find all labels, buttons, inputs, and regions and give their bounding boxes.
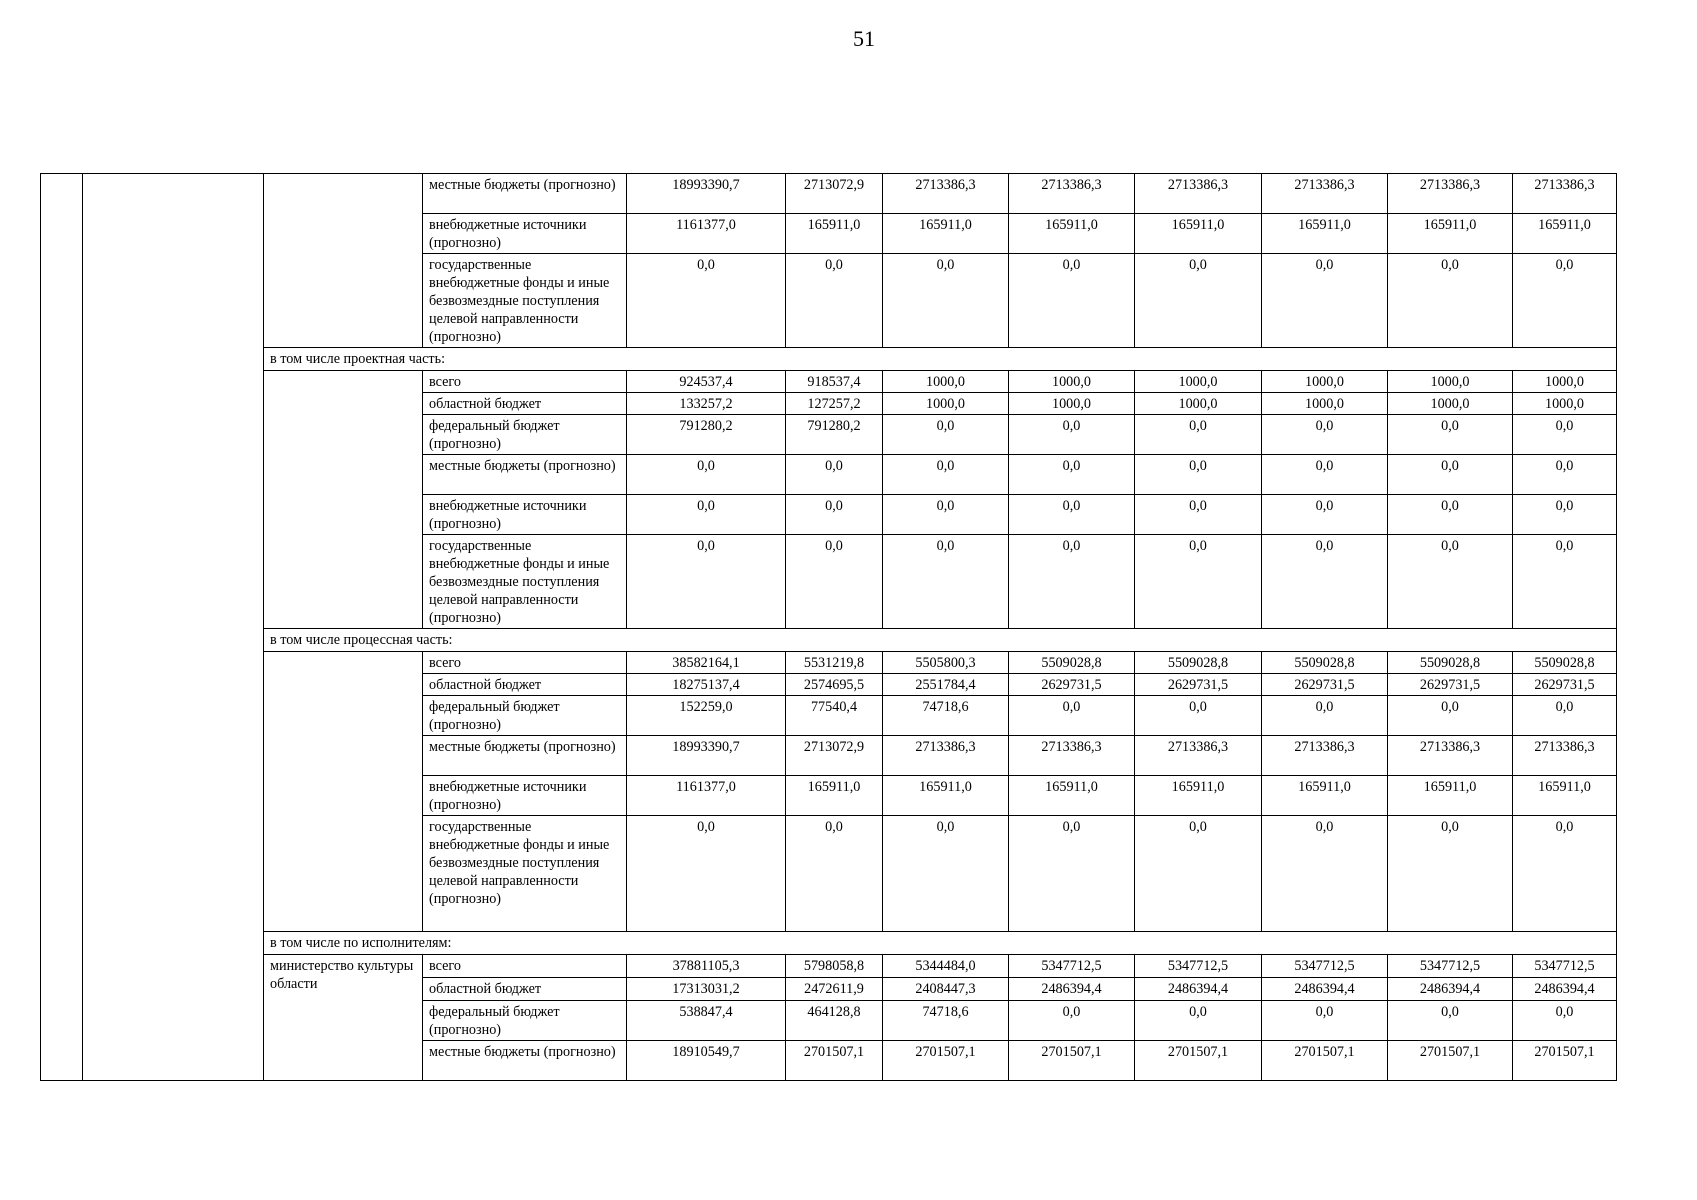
page-number: 51 (853, 26, 875, 51)
value-cell: 2713386,3 (1262, 174, 1388, 214)
program-name-cell (83, 174, 264, 1081)
value-cell: 0,0 (1009, 415, 1135, 455)
value-cell: 18993390,7 (627, 174, 786, 214)
value-cell: 0,0 (1388, 816, 1513, 932)
value-cell: 0,0 (786, 535, 883, 629)
value-cell: 1000,0 (1009, 371, 1135, 393)
value-cell: 2713386,3 (1513, 174, 1617, 214)
section-heading: в том числе проектная часть: (264, 348, 1617, 371)
value-cell: 1161377,0 (627, 214, 786, 254)
value-cell: 1000,0 (1513, 371, 1617, 393)
value-cell: 0,0 (1262, 535, 1388, 629)
value-cell: 0,0 (1262, 415, 1388, 455)
value-cell: 1000,0 (1135, 371, 1262, 393)
value-cell: 0,0 (1135, 415, 1262, 455)
value-cell: 0,0 (1009, 696, 1135, 736)
value-cell: 5509028,8 (1262, 652, 1388, 674)
value-cell: 1161377,0 (627, 776, 786, 816)
value-cell: 0,0 (1388, 696, 1513, 736)
value-cell: 918537,4 (786, 371, 883, 393)
value-cell: 165911,0 (1388, 214, 1513, 254)
value-cell: 2713072,9 (786, 174, 883, 214)
source-label: местные бюджеты (прогнозно) (423, 1041, 627, 1081)
value-cell: 1000,0 (883, 393, 1009, 415)
blank-cell (264, 371, 423, 629)
value-cell: 127257,2 (786, 393, 883, 415)
value-cell: 0,0 (1135, 495, 1262, 535)
value-cell: 152259,0 (627, 696, 786, 736)
value-cell: 791280,2 (627, 415, 786, 455)
value-cell: 5509028,8 (1513, 652, 1617, 674)
table-row (41, 174, 1617, 214)
value-cell: 5347712,5 (1135, 955, 1262, 978)
section-heading: в том числе процессная часть: (264, 629, 1617, 652)
row-number-cell (41, 174, 83, 1081)
value-cell: 0,0 (627, 535, 786, 629)
value-cell: 2713386,3 (1262, 736, 1388, 776)
value-cell: 2486394,4 (1262, 978, 1388, 1001)
table-body (41, 174, 1617, 1081)
value-cell: 2629731,5 (1009, 674, 1135, 696)
source-label: государственные внебюджетные фонды и иные безвозмездные поступления целевой направленности (прогнозно) (423, 535, 627, 629)
value-cell: 165911,0 (1513, 214, 1617, 254)
source-label: областной бюджет (423, 978, 627, 1001)
value-cell: 2713072,9 (786, 736, 883, 776)
value-cell: 18275137,4 (627, 674, 786, 696)
value-cell: 38582164,1 (627, 652, 786, 674)
value-cell: 0,0 (1388, 495, 1513, 535)
value-cell: 5798058,8 (786, 955, 883, 978)
value-cell: 0,0 (786, 816, 883, 932)
value-cell: 0,0 (1135, 1001, 1262, 1041)
value-cell: 0,0 (1513, 816, 1617, 932)
value-cell: 5347712,5 (1513, 955, 1617, 978)
value-cell: 1000,0 (883, 371, 1009, 393)
source-label: всего (423, 371, 627, 393)
value-cell: 2713386,3 (1135, 736, 1262, 776)
source-label: местные бюджеты (прогнозно) (423, 455, 627, 495)
value-cell: 0,0 (1262, 816, 1388, 932)
value-cell: 791280,2 (786, 415, 883, 455)
executor-name-cell: министерство культуры области (264, 955, 423, 1081)
value-cell: 464128,8 (786, 1001, 883, 1041)
value-cell: 0,0 (1135, 696, 1262, 736)
value-cell: 0,0 (1262, 495, 1388, 535)
value-cell: 0,0 (1513, 455, 1617, 495)
value-cell: 0,0 (1262, 696, 1388, 736)
value-cell: 0,0 (1262, 254, 1388, 348)
value-cell: 2486394,4 (1135, 978, 1262, 1001)
value-cell: 165911,0 (1388, 776, 1513, 816)
value-cell: 0,0 (1009, 495, 1135, 535)
value-cell: 0,0 (1513, 1001, 1617, 1041)
value-cell: 0,0 (786, 254, 883, 348)
value-cell: 2713386,3 (1513, 736, 1617, 776)
value-cell: 5347712,5 (1262, 955, 1388, 978)
budget-table (40, 173, 1617, 1081)
value-cell: 1000,0 (1009, 393, 1135, 415)
value-cell: 0,0 (1388, 254, 1513, 348)
value-cell: 0,0 (883, 254, 1009, 348)
source-label: областной бюджет (423, 674, 627, 696)
value-cell: 0,0 (1513, 495, 1617, 535)
value-cell: 2574695,5 (786, 674, 883, 696)
value-cell: 133257,2 (627, 393, 786, 415)
value-cell: 0,0 (627, 455, 786, 495)
blank-cell (264, 174, 423, 348)
value-cell: 2629731,5 (1513, 674, 1617, 696)
value-cell: 74718,6 (883, 1001, 1009, 1041)
value-cell: 0,0 (627, 495, 786, 535)
value-cell: 2486394,4 (1009, 978, 1135, 1001)
value-cell: 165911,0 (1009, 214, 1135, 254)
source-label: всего (423, 652, 627, 674)
value-cell: 165911,0 (1009, 776, 1135, 816)
value-cell: 2713386,3 (1009, 736, 1135, 776)
value-cell: 2701507,1 (1135, 1041, 1262, 1081)
value-cell: 538847,4 (627, 1001, 786, 1041)
value-cell: 165911,0 (1262, 214, 1388, 254)
value-cell: 0,0 (1009, 254, 1135, 348)
value-cell: 0,0 (883, 495, 1009, 535)
value-cell: 0,0 (627, 254, 786, 348)
value-cell: 0,0 (627, 816, 786, 932)
value-cell: 2701507,1 (1009, 1041, 1135, 1081)
value-cell: 165911,0 (883, 214, 1009, 254)
value-cell: 2629731,5 (1262, 674, 1388, 696)
value-cell: 0,0 (883, 455, 1009, 495)
value-cell: 18993390,7 (627, 736, 786, 776)
value-cell: 0,0 (883, 816, 1009, 932)
value-cell: 1000,0 (1135, 393, 1262, 415)
value-cell: 2701507,1 (1513, 1041, 1617, 1081)
source-label: внебюджетные источники (прогнозно) (423, 495, 627, 535)
source-label: государственные внебюджетные фонды и иные безвозмездные поступления целевой направленности (прогнозно) (423, 816, 627, 932)
value-cell: 0,0 (1135, 455, 1262, 495)
value-cell: 165911,0 (1135, 776, 1262, 816)
source-label: областной бюджет (423, 393, 627, 415)
value-cell: 0,0 (1388, 535, 1513, 629)
value-cell: 17313031,2 (627, 978, 786, 1001)
value-cell: 1000,0 (1262, 393, 1388, 415)
value-cell: 0,0 (1513, 696, 1617, 736)
section-heading: в том числе по исполнителям: (264, 932, 1617, 955)
value-cell: 0,0 (1513, 415, 1617, 455)
value-cell: 2713386,3 (883, 174, 1009, 214)
value-cell: 2629731,5 (1135, 674, 1262, 696)
value-cell: 5509028,8 (1135, 652, 1262, 674)
value-cell: 0,0 (1388, 1001, 1513, 1041)
value-cell: 165911,0 (883, 776, 1009, 816)
value-cell: 2486394,4 (1513, 978, 1617, 1001)
value-cell: 0,0 (883, 415, 1009, 455)
value-cell: 5347712,5 (1388, 955, 1513, 978)
value-cell: 1000,0 (1262, 371, 1388, 393)
source-label: всего (423, 955, 627, 978)
value-cell: 2713386,3 (1009, 174, 1135, 214)
value-cell: 165911,0 (786, 214, 883, 254)
value-cell: 2701507,1 (883, 1041, 1009, 1081)
value-cell: 0,0 (1388, 415, 1513, 455)
value-cell: 165911,0 (1135, 214, 1262, 254)
value-cell: 77540,4 (786, 696, 883, 736)
value-cell: 1000,0 (1388, 371, 1513, 393)
value-cell: 5509028,8 (1388, 652, 1513, 674)
value-cell: 165911,0 (1262, 776, 1388, 816)
value-cell: 0,0 (1513, 535, 1617, 629)
value-cell: 0,0 (1135, 535, 1262, 629)
value-cell: 924537,4 (627, 371, 786, 393)
blank-cell (264, 652, 423, 932)
value-cell: 5505800,3 (883, 652, 1009, 674)
value-cell: 0,0 (1388, 455, 1513, 495)
value-cell: 0,0 (1009, 1001, 1135, 1041)
value-cell: 165911,0 (786, 776, 883, 816)
value-cell: 2713386,3 (1388, 174, 1513, 214)
value-cell: 0,0 (1009, 816, 1135, 932)
value-cell: 2472611,9 (786, 978, 883, 1001)
value-cell: 0,0 (883, 535, 1009, 629)
value-cell: 0,0 (1009, 455, 1135, 495)
value-cell: 5509028,8 (1009, 652, 1135, 674)
value-cell: 2701507,1 (1388, 1041, 1513, 1081)
source-label: федеральный бюджет (прогнозно) (423, 1001, 627, 1041)
source-label: внебюджетные источники (прогнозно) (423, 776, 627, 816)
source-label: государственные внебюджетные фонды и иные безвозмездные поступления целевой направленности (прогнозно) (423, 254, 627, 348)
value-cell: 0,0 (1262, 455, 1388, 495)
value-cell: 2713386,3 (1388, 736, 1513, 776)
value-cell: 0,0 (1135, 816, 1262, 932)
value-cell: 165911,0 (1513, 776, 1617, 816)
value-cell: 2701507,1 (786, 1041, 883, 1081)
value-cell: 74718,6 (883, 696, 1009, 736)
table-row (41, 955, 1617, 978)
value-cell: 18910549,7 (627, 1041, 786, 1081)
value-cell: 0,0 (786, 455, 883, 495)
source-label: местные бюджеты (прогнозно) (423, 736, 627, 776)
value-cell: 37881105,3 (627, 955, 786, 978)
value-cell: 0,0 (1262, 1001, 1388, 1041)
source-label: федеральный бюджет (прогнозно) (423, 696, 627, 736)
table-row (41, 652, 1617, 674)
value-cell: 2408447,3 (883, 978, 1009, 1001)
value-cell: 5347712,5 (1009, 955, 1135, 978)
table-row (41, 371, 1617, 393)
value-cell: 1000,0 (1513, 393, 1617, 415)
value-cell: 2551784,4 (883, 674, 1009, 696)
value-cell: 2486394,4 (1388, 978, 1513, 1001)
value-cell: 0,0 (1135, 254, 1262, 348)
source-label: внебюджетные источники (прогнозно) (423, 214, 627, 254)
value-cell: 5531219,8 (786, 652, 883, 674)
value-cell: 0,0 (786, 495, 883, 535)
section-row (41, 629, 1617, 652)
value-cell: 2629731,5 (1388, 674, 1513, 696)
value-cell: 5344484,0 (883, 955, 1009, 978)
source-label: местные бюджеты (прогнозно) (423, 174, 627, 214)
source-label: федеральный бюджет (прогнозно) (423, 415, 627, 455)
value-cell: 0,0 (1009, 535, 1135, 629)
section-row (41, 348, 1617, 371)
value-cell: 1000,0 (1388, 393, 1513, 415)
value-cell: 2701507,1 (1262, 1041, 1388, 1081)
value-cell: 2713386,3 (1135, 174, 1262, 214)
value-cell: 0,0 (1513, 254, 1617, 348)
value-cell: 2713386,3 (883, 736, 1009, 776)
section-row (41, 932, 1617, 955)
